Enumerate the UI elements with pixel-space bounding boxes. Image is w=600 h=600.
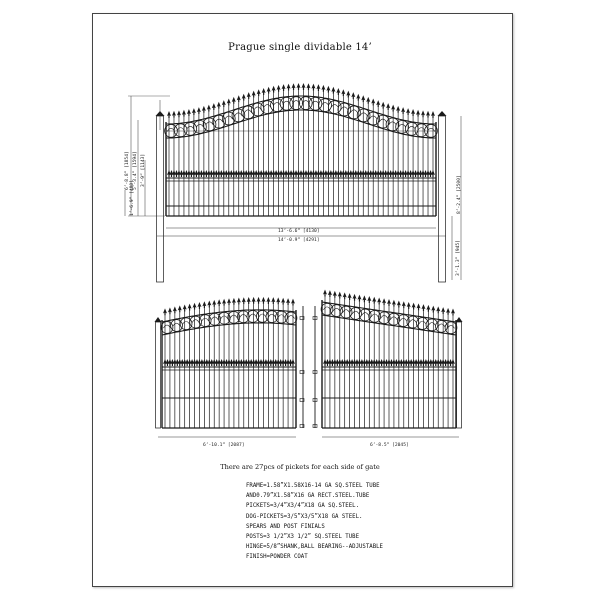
scroll-ornament — [331, 105, 339, 108]
scroll-ornament — [428, 323, 435, 326]
dim-gate-width: 13’-6.6” [4130] — [278, 229, 320, 234]
scroll-ornament — [287, 316, 294, 319]
dim-rail-height: 3’-9” [1143] — [141, 153, 146, 187]
spear-finial — [257, 297, 261, 304]
spear-finial — [382, 298, 386, 305]
spear-finial — [328, 290, 332, 297]
spear-finial — [217, 299, 221, 306]
scroll-ornament — [211, 317, 218, 320]
picket-count-note: There are 27pcs of pickets for each side of gate — [220, 463, 380, 471]
spear-finial — [402, 301, 406, 308]
dim-left-leaf-width: 6’-10.1” [2087] — [203, 443, 245, 448]
spear-finial — [193, 303, 197, 310]
spear-finial — [348, 293, 352, 300]
scroll-ornament — [202, 318, 209, 321]
spear-finial — [197, 107, 201, 114]
spec-line: FRAME=1.58”X1.58X16-14 GA SQ.STEEL TUBE — [246, 483, 380, 489]
spear-finial — [371, 99, 375, 106]
spear-finial — [242, 297, 246, 304]
spear-finial — [187, 109, 191, 116]
scroll-ornament — [352, 311, 359, 314]
scroll-ornament — [192, 320, 199, 323]
scroll-ornament — [273, 103, 281, 106]
spear-finial — [323, 289, 327, 296]
spear-finial — [217, 102, 221, 109]
spear-finial — [227, 298, 231, 305]
scroll-ornament — [259, 314, 266, 317]
spec-line: PICKETS=3/4”X3/4”X18 GA SQ.STEEL. — [246, 503, 359, 510]
spear-finial — [271, 297, 275, 304]
spear-finial — [426, 111, 430, 118]
spear-finial — [261, 297, 265, 304]
scroll-ornament — [398, 124, 406, 127]
spear-finial — [183, 304, 187, 311]
spear-finial — [242, 94, 246, 101]
spear-finial — [202, 301, 206, 308]
spear-finial — [286, 298, 290, 305]
ring-ornament — [290, 97, 303, 110]
spear-finial — [287, 84, 291, 91]
scroll-ornament — [362, 313, 369, 316]
spec-line: SPEARS AND POST FINIALS — [246, 523, 325, 530]
spear-finial — [182, 110, 186, 117]
scroll-ornament — [278, 315, 285, 318]
spear-finial — [292, 83, 296, 90]
scroll-ornament — [400, 318, 407, 321]
spear-finial — [421, 110, 425, 117]
scroll-ornament — [409, 320, 416, 323]
spear-finial — [372, 297, 376, 304]
spear-finial — [367, 296, 371, 303]
spear-finial — [411, 109, 415, 116]
spear-finial — [267, 87, 271, 94]
dim-post-height: 8’-2.4” [2500] — [457, 175, 462, 214]
scroll-ornament — [438, 324, 445, 327]
post-finial — [438, 111, 447, 116]
spear-finial — [392, 300, 396, 307]
scroll-ornament — [343, 310, 350, 313]
spear-finial — [441, 307, 445, 314]
spear-finial — [237, 298, 241, 305]
drawing-title: Prague single dividable 14’ — [228, 42, 372, 53]
spear-finial — [341, 89, 345, 96]
spear-finial — [168, 307, 172, 314]
gate-post — [157, 116, 164, 282]
spear-finial — [277, 85, 281, 92]
spec-line: AND0.79”X1.58”X16 GA RECT.STEEL.TUBE — [246, 493, 370, 500]
spear-finial — [421, 304, 425, 311]
spear-finial — [436, 306, 440, 313]
spear-finial — [386, 103, 390, 110]
spear-finial — [192, 108, 196, 115]
spear-finial — [222, 100, 226, 107]
scroll-ornament — [173, 323, 180, 326]
spear-finial — [291, 299, 295, 306]
spear-finial — [311, 84, 315, 91]
spear-finial — [431, 170, 435, 177]
spear-finial — [326, 86, 330, 93]
spear-finial — [163, 308, 167, 315]
spear-finial — [276, 297, 280, 304]
spear-finial — [406, 108, 410, 115]
spear-finial — [207, 105, 211, 112]
spear-finial — [262, 88, 266, 95]
spec-line: DOG-PICKETS=3/5”X3/5”X18 GA STEEL. — [246, 513, 363, 520]
spear-finial — [401, 107, 405, 114]
scroll-ornament — [447, 325, 454, 328]
scroll-ornament — [419, 321, 426, 324]
dim-overall-width: 14’-0.9” [4291] — [278, 238, 320, 243]
ring-ornament — [184, 122, 197, 135]
spear-finial — [212, 103, 216, 110]
spear-finial — [451, 309, 455, 316]
scroll-ornament — [350, 110, 358, 113]
spec-list — [246, 481, 383, 563]
spear-finial — [362, 295, 366, 302]
spear-finial — [222, 299, 226, 306]
spear-finial — [247, 297, 251, 304]
scroll-ornament — [244, 110, 252, 113]
spear-finial — [207, 301, 211, 308]
spear-finial — [252, 91, 256, 98]
scroll-ornament — [371, 314, 378, 317]
spear-finial — [417, 303, 421, 310]
ring-ornament — [396, 120, 409, 133]
spear-finial — [338, 292, 342, 299]
spear-finial — [172, 111, 176, 118]
scroll-ornament — [333, 308, 340, 311]
spear-finial — [282, 84, 286, 91]
spear-finial — [252, 297, 256, 304]
post-finial — [155, 317, 162, 322]
ring-ornament — [328, 101, 341, 114]
scroll-ornament — [268, 314, 275, 317]
spear-finial — [431, 306, 435, 313]
ring-ornament — [266, 311, 278, 323]
scroll-ornament — [408, 126, 416, 129]
scroll-ornament — [340, 107, 348, 110]
spear-finial — [356, 94, 360, 101]
spear-finial — [357, 295, 361, 302]
spec-line: HINGE=5/8”SHANK,BALL BEARING--ADJUSTABLE — [246, 544, 383, 551]
scroll-ornament — [177, 128, 185, 131]
spear-finial — [416, 110, 420, 117]
spear-finial — [178, 305, 182, 312]
spear-finial — [377, 298, 381, 305]
spear-finial — [351, 92, 355, 99]
spear-finial — [333, 291, 337, 298]
gate-post — [439, 116, 446, 282]
scroll-ornament — [418, 128, 426, 131]
spear-finial — [353, 294, 357, 301]
spear-finial — [257, 89, 261, 96]
spear-finial — [346, 91, 350, 98]
spear-finial — [266, 297, 270, 304]
spear-finial — [396, 106, 400, 113]
ring-ornament — [338, 103, 351, 116]
ring-ornament — [285, 312, 297, 324]
spear-finial — [387, 299, 391, 306]
spear-finial — [343, 292, 347, 299]
dim-right-leaf-width: 6’-8.5” [2045] — [370, 443, 409, 448]
scroll-ornament — [321, 103, 329, 106]
spear-finial — [361, 95, 365, 102]
scroll-ornament — [389, 122, 397, 125]
ring-ornament — [276, 311, 288, 323]
spec-line: POSTS=3 1/2”X3 1/2” SQ.STEEL TUBE — [246, 534, 359, 541]
spear-finial — [202, 106, 206, 113]
spear-finial — [177, 110, 181, 117]
spec-line: FINISH=POWDER COAT — [246, 554, 308, 561]
ring-ornament — [193, 120, 206, 133]
ring-ornament — [319, 99, 332, 112]
spear-finial — [366, 97, 370, 104]
spear-finial — [297, 83, 301, 90]
spear-finial — [407, 302, 411, 309]
bottom-gate-split-view — [155, 289, 463, 428]
spear-finial — [336, 88, 340, 95]
spear-finial — [376, 100, 380, 107]
spear-finial — [291, 359, 295, 366]
spear-finial — [188, 304, 192, 311]
spear-finial — [232, 298, 236, 305]
top-gate-elevation — [156, 83, 447, 282]
spear-finial — [247, 92, 251, 99]
spear-finial — [451, 359, 455, 366]
spear-finial — [426, 305, 430, 312]
dim-bottom-height: 1’-6.9” [480] — [130, 180, 135, 216]
scroll-ornament — [183, 321, 190, 324]
scroll-ornament — [163, 325, 170, 328]
spear-finial — [281, 298, 285, 305]
spear-finial — [316, 84, 320, 91]
scroll-ornament — [206, 122, 214, 125]
spear-finial — [446, 308, 450, 315]
spear-finial — [197, 302, 201, 309]
spear-finial — [167, 111, 171, 118]
dim-gate-height: 5’-3.4” [1594] — [133, 151, 138, 190]
dim-post-embed: 3’-1.3” [945] — [456, 240, 461, 276]
ring-ornament — [251, 103, 264, 116]
spear-finial — [301, 83, 305, 90]
spear-finial — [412, 303, 416, 310]
spear-finial — [237, 95, 241, 102]
scroll-ornament — [263, 105, 271, 108]
scroll-ornament — [254, 107, 262, 110]
spear-finial — [431, 111, 435, 118]
spear-finial — [272, 86, 276, 93]
dim-overall-height: 6’-8.8” [1854] — [125, 151, 130, 190]
gate-post — [156, 322, 161, 428]
scroll-ornament — [240, 314, 247, 317]
spear-finial — [227, 99, 231, 106]
spear-finial — [321, 85, 325, 92]
spear-finial — [212, 300, 216, 307]
ring-ornament — [261, 101, 274, 114]
spear-finial — [391, 105, 395, 112]
scroll-ornament — [186, 126, 194, 129]
spear-finial — [232, 97, 236, 104]
spear-finial — [173, 306, 177, 313]
scroll-ornament — [323, 307, 330, 310]
gate-post — [457, 322, 462, 428]
spear-finial — [331, 87, 335, 94]
spear-finial — [381, 102, 385, 109]
scroll-ornament — [249, 314, 256, 317]
spear-finial — [397, 300, 401, 307]
spear-finial — [306, 83, 310, 90]
scroll-ornament — [196, 124, 204, 127]
